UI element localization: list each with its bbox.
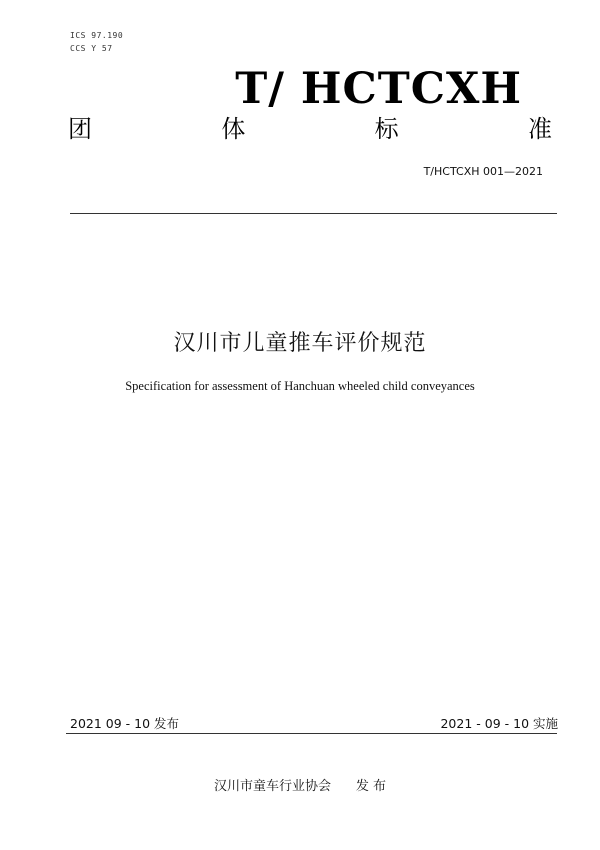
issuer-line xyxy=(0,775,600,794)
standard-type-heading xyxy=(68,114,552,144)
standard-type-char: 体 xyxy=(221,115,246,143)
standard-type-char: 标 xyxy=(374,115,399,143)
standard-number: T/HCTCXH 001—2021 xyxy=(423,165,543,178)
implementation-date: 2021 - 09 - 10 实施 xyxy=(440,716,558,731)
standard-type-char: 准 xyxy=(527,115,552,143)
document-title-chinese: 汉川市儿童推车评价规范 xyxy=(173,331,427,356)
standard-type-char: 团 xyxy=(68,115,92,143)
ics-code: ICS 97.190 xyxy=(70,31,124,40)
bottom-divider xyxy=(66,733,557,734)
issue-date: 2021 09 - 10 发布 xyxy=(70,716,180,731)
top-divider xyxy=(70,213,557,214)
organization-code-title: T/ HCTCXH xyxy=(235,64,522,114)
issuer-action: 发 布 xyxy=(355,779,386,794)
issuer-organization: 汉川市童车行业协会 xyxy=(214,779,332,794)
document-title-english: Specification for assessment of Hanchuan wheeled child conveyances xyxy=(125,379,475,393)
ccs-code: CCS Y 57 xyxy=(70,44,113,53)
